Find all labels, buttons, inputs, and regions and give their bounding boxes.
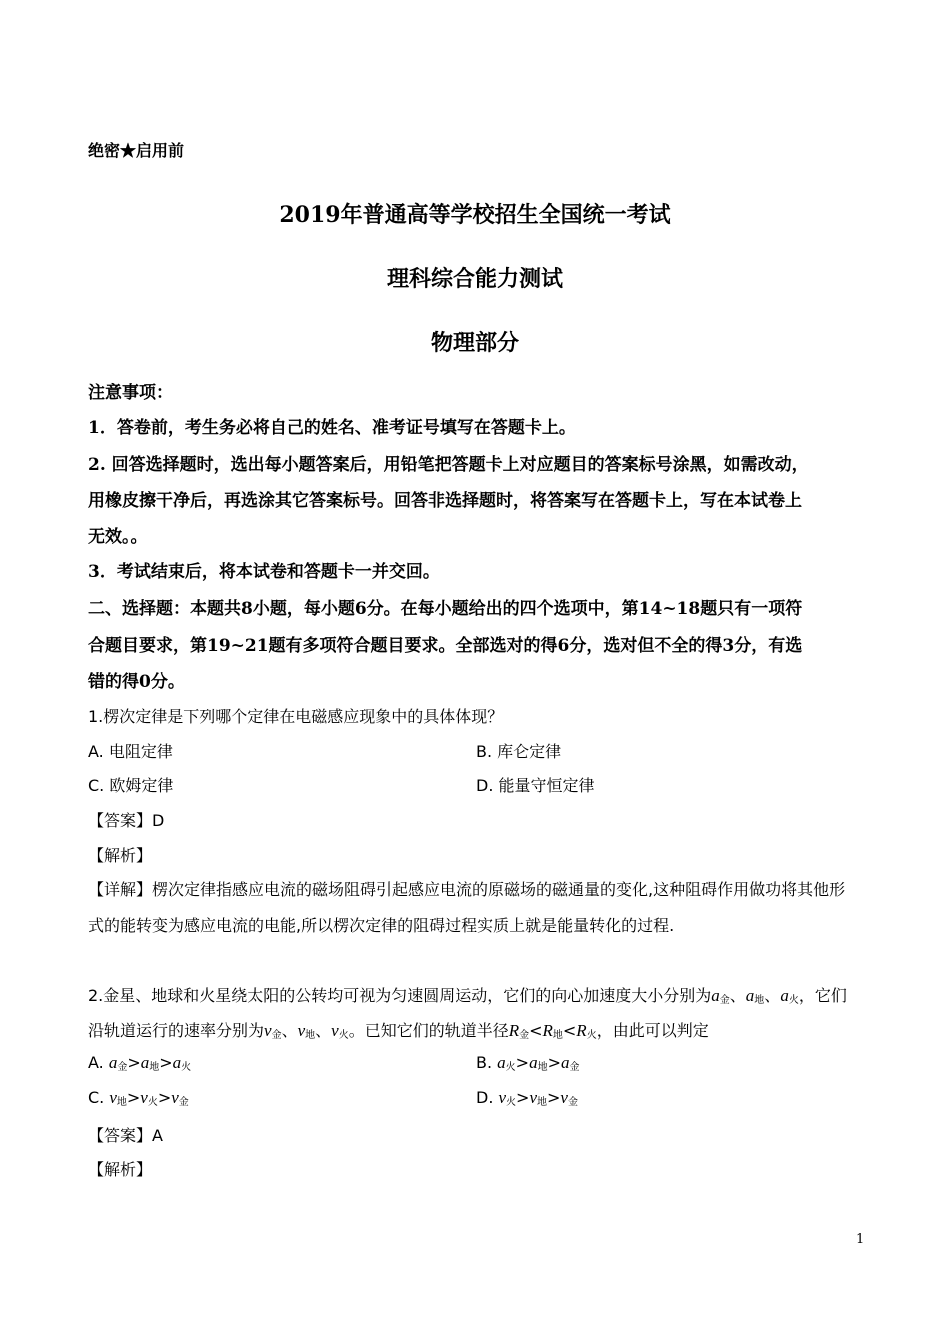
symbol-v: v — [498, 1088, 507, 1107]
symbol-a: a — [780, 986, 789, 1005]
symbol-a: a — [560, 1053, 570, 1072]
subscript-di: 地 — [537, 1097, 547, 1108]
symbol-v: v — [140, 1088, 148, 1107]
greater-than: > — [127, 1053, 141, 1072]
subscript-di: 地 — [305, 1030, 316, 1041]
subscript-huo: 火 — [505, 1062, 516, 1073]
q2-stem-line-2 — [88, 1018, 709, 1041]
q2-stem-text-1-end: ，它们 — [798, 986, 847, 1005]
q1-option-a: A. 电阻定律 — [88, 742, 173, 761]
q2-stem-text-1: 2.金星、地球和火星绕太阳的公转均可视为匀速圆周运动，它们的向心加速度大小分别为 — [88, 986, 712, 1005]
q1-detail-line-1 — [88, 877, 845, 900]
greater-than: > — [547, 1088, 561, 1107]
subscript-huo: 火 — [181, 1062, 192, 1073]
exam-subtitle: 理科综合能力测试 — [386, 266, 563, 292]
subscript-huo: 火 — [586, 1030, 597, 1041]
subscript-di: 地 — [116, 1097, 127, 1108]
notes-item-1: 1．答卷前，考生务必将自己的姓名、准考证号填写在答题卡上。 — [88, 418, 576, 438]
subscript-jin: 金 — [569, 1062, 580, 1073]
subscript-huo: 火 — [506, 1097, 517, 1108]
q1-option-c: C. 欧姆定律 — [88, 776, 174, 795]
subscript-jin: 金 — [519, 1030, 530, 1041]
symbol-a: a — [172, 1053, 182, 1072]
symbol-a: a — [108, 1053, 118, 1072]
less-than: < — [529, 1021, 543, 1040]
symbol-R: R — [508, 1021, 520, 1040]
q1-detail-text-1: 楞次定律指感应电流的磁场阻碍引起感应电流的原磁场的磁通量的变化,这种阻碍作用做功将其他形 — [152, 880, 846, 899]
section2-line-2: 合题目要求，第19~21题有多项符合题目要求。全部选对的得6分，选对但不全的得3分，有选 — [88, 636, 803, 656]
symbol-v: v — [331, 1021, 339, 1040]
notes-heading: 注意事项： — [88, 383, 173, 403]
q2-option-c — [88, 1088, 189, 1108]
q1-detail-label: 【详解】 — [88, 880, 153, 899]
subscript-di: 地 — [754, 995, 765, 1006]
option-label: A. — [88, 1053, 109, 1072]
symbol-a: a — [711, 986, 720, 1005]
subscript-jin: 金 — [567, 1097, 578, 1108]
symbol-v: v — [109, 1088, 117, 1107]
notes-item-2-line-3: 无效。。 — [88, 527, 148, 547]
q1-option-d: D. 能量守恒定律 — [476, 776, 595, 795]
symbol-v: v — [529, 1088, 537, 1107]
subscript-huo: 火 — [147, 1097, 158, 1108]
symbol-a: a — [140, 1053, 150, 1072]
q2-stem-line-1 — [88, 983, 847, 1006]
symbol-R: R — [542, 1021, 553, 1040]
subscript-jin: 金 — [178, 1097, 189, 1108]
greater-than: > — [547, 1053, 561, 1072]
section2-line-3: 错的得0分。 — [88, 672, 185, 692]
q1-option-b: B. 库仑定律 — [476, 742, 562, 761]
subscript-huo: 火 — [788, 995, 799, 1006]
q2-option-d — [476, 1088, 578, 1108]
greater-than: > — [515, 1053, 530, 1072]
q2-analysis-label: 【解析】 — [88, 1160, 153, 1179]
separator: 、 — [764, 986, 781, 1005]
section-title: 物理部分 — [430, 330, 519, 356]
option-label: C. — [88, 1088, 110, 1107]
q1-stem: 1.楞次定律是下列哪个定律在电磁感应现象中的具体体现？ — [88, 707, 504, 726]
q1-answer: 【答案】D — [88, 811, 165, 830]
symbol-a: a — [745, 986, 755, 1005]
q1-detail-line-2: 式的能转变为感应电流的电能,所以楞次定律的阻碍过程实质上就是能量转化的过程. — [88, 916, 675, 935]
notes-item-2-line-1: 2. 回答选择题时，选出每小题答案后，用铅笔把答题卡上对应题目的答案标号涂黑，如需改动， — [88, 455, 809, 475]
subscript-jin: 金 — [719, 995, 730, 1006]
symbol-v: v — [297, 1021, 306, 1040]
notes-item-3: 3．考试结束后，将本试卷和答题卡一并交回。 — [88, 562, 440, 582]
separator: 、 — [315, 1021, 332, 1040]
symbol-v: v — [264, 1021, 272, 1040]
q2-stem-text-4: ，由此可以判定 — [596, 1021, 709, 1040]
symbol-v: v — [560, 1088, 568, 1107]
subscript-jin: 金 — [271, 1030, 282, 1041]
separator: 、 — [729, 986, 746, 1005]
greater-than: > — [516, 1088, 530, 1107]
symbol-a: a — [497, 1053, 506, 1072]
subscript-di: 地 — [537, 1062, 548, 1073]
greater-than: > — [159, 1053, 173, 1072]
option-label: D. — [476, 1088, 499, 1107]
less-than: < — [562, 1021, 577, 1040]
section2-line-1: 二、选择题：本题共8小题，每小题6分。在每小题给出的四个选项中，第14~18题只有一项符 — [88, 599, 803, 619]
exam-title: 2019年普通高等学校招生全国统一考试 — [279, 202, 671, 228]
separator: 、 — [281, 1021, 298, 1040]
confidential-mark: 绝密★启用前 — [88, 141, 185, 160]
greater-than: > — [126, 1088, 141, 1107]
symbol-v: v — [171, 1088, 179, 1107]
page-number: 1 — [856, 1232, 865, 1247]
subscript-di: 地 — [552, 1030, 563, 1041]
greater-than: > — [157, 1088, 172, 1107]
notes-item-2-line-2: 用橡皮擦干净后，再选涂其它答案标号。回答非选择题时，将答案写在答题卡上，写在本试卷上 — [88, 491, 802, 511]
q2-stem-text-3: 。已知它们的轨道半径 — [348, 1021, 509, 1040]
symbol-R: R — [576, 1021, 587, 1040]
option-label: B. — [476, 1053, 498, 1072]
q2-option-b — [476, 1053, 579, 1073]
q2-stem-text-2: 沿轨道运行的速率分别为 — [88, 1021, 265, 1040]
subscript-di: 地 — [149, 1062, 160, 1073]
q2-option-a — [88, 1053, 191, 1073]
subscript-huo: 火 — [338, 1030, 349, 1041]
q1-analysis-label: 【解析】 — [88, 846, 153, 865]
q2-answer: 【答案】A — [88, 1126, 163, 1145]
symbol-a: a — [529, 1053, 538, 1072]
subscript-jin: 金 — [117, 1062, 128, 1073]
